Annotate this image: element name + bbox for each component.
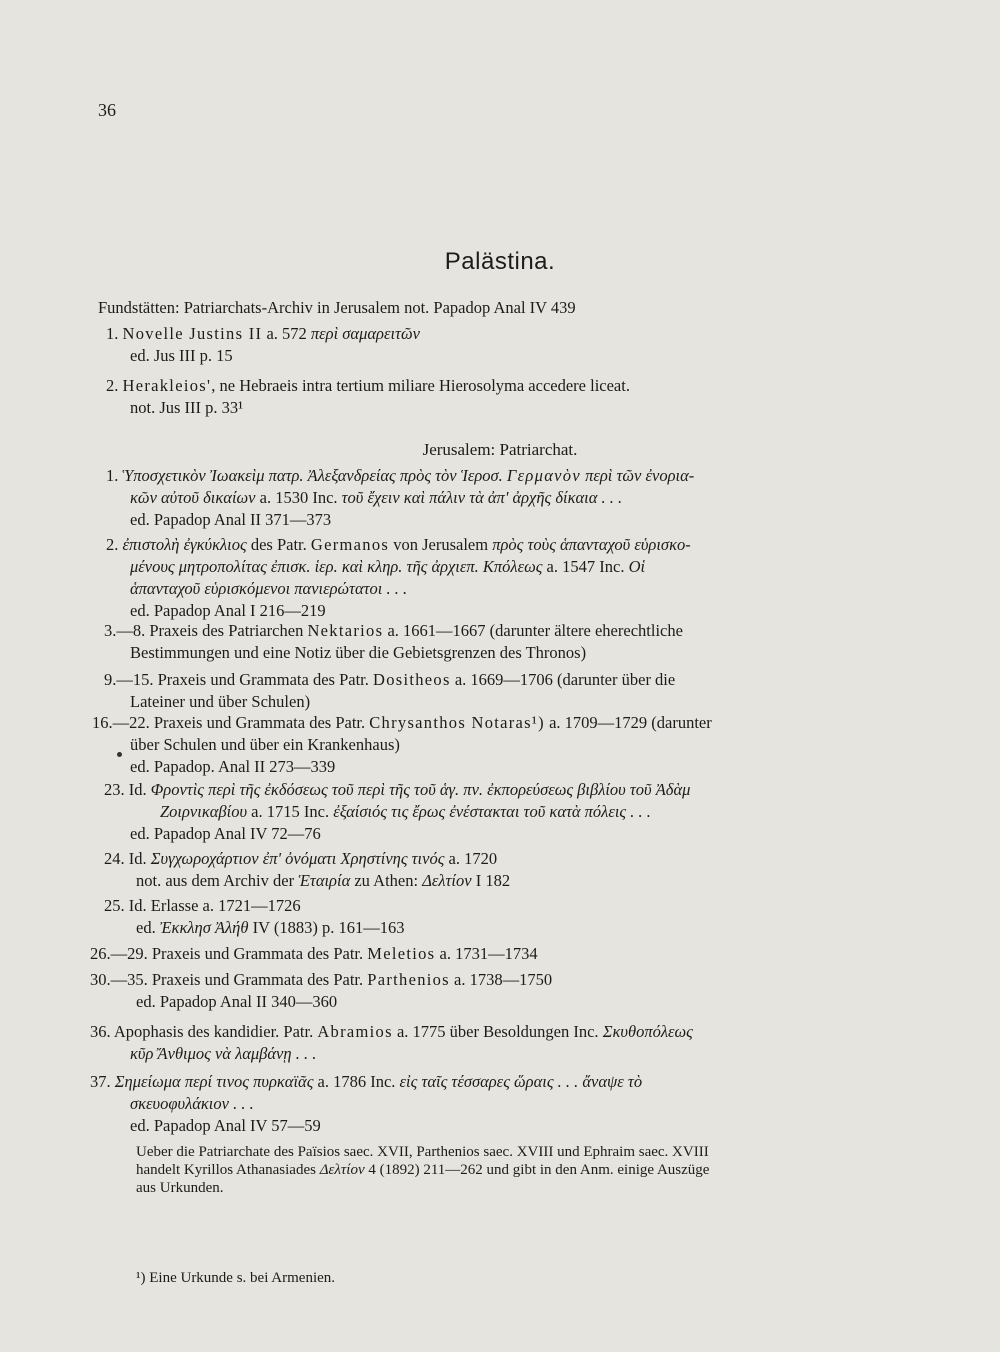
entry-greek: περὶ τῶν ἐνορια-	[580, 466, 695, 485]
entry-text: a. 1775 über Besoldungen Inc.	[392, 1022, 603, 1041]
entry-greek: Φροντὶς περὶ τῆς ἐκδόσεως τοῦ περὶ τῆς τοῦ ἁγ. πν. ἐκπορεύσεως βιβλίου τοῦ Ἀδὰμ	[150, 780, 691, 799]
entry-5-edition: ed. Papadop. Anal II 273—339	[130, 757, 336, 776]
note-line-1: Ueber die Patriarchate des Païsios saec. XVII, Parthenios saec. XVIII und Ephraim saec. XVIII	[136, 1144, 709, 1160]
item-title: Novelle Justins II	[122, 324, 263, 343]
fundstaetten-line	[98, 298, 576, 318]
entry-greek: Ἑταιρία	[298, 871, 351, 890]
item-text: a. 572	[262, 324, 311, 343]
entry-greek: Ὑποσχετικὸν Ἰωακεὶμ πατρ. Ἀλεξανδρείας πρὸς τὸν Ἱεροσ.	[122, 466, 507, 485]
entry-incipit: εἰς ταῖς τέσσαρες ὥραις . . . ἄναψε τὸ	[399, 1072, 643, 1091]
entry-text: Praxeis und Grammata des Patr.	[153, 713, 370, 732]
entry-10-line-1	[90, 970, 552, 990]
entry-incipit: τοῦ ἔχειν καὶ πάλιν τὰ ἀπ' ἀρχῆς δίκαια . . .	[341, 488, 623, 507]
entry-text: a. 1720	[444, 849, 498, 868]
ink-mark	[117, 752, 122, 757]
note-text: handelt Kyrillos Athanasiades	[136, 1162, 320, 1178]
entry-3-line-2: Bestimmungen und eine Notiz über die Gebietsgrenzen des Thronos)	[130, 643, 587, 662]
entry-text: a. 1715 Inc.	[247, 802, 334, 821]
entry-number: 25.	[104, 896, 125, 915]
entry-text: Praxeis und Grammata des Patr.	[151, 970, 368, 989]
entry-greek: μένους μητροπολίτας ἐπισκ. ἱερ. καὶ κληρ. τῆς ἀρχιεπ. Κπόλεως	[130, 557, 543, 576]
fundstaetten-label: Fundstätten:	[98, 298, 180, 317]
top-item-2	[106, 376, 630, 396]
entry-number: 9.—15.	[104, 670, 154, 689]
entry-text: a. 1709—1729 (darunter	[544, 713, 712, 732]
item-greek: περὶ σαμαρειτῶν	[310, 324, 420, 343]
entry-name: Nektarios	[307, 621, 384, 640]
entry-11-line-1	[90, 1022, 693, 1042]
entry-number: 16.—22.	[92, 713, 150, 732]
entry-greek: Ἐκκλησ Ἀλήθ	[159, 918, 249, 937]
entry-text: des Patr.	[246, 535, 311, 554]
entry-name: Germanos	[310, 535, 390, 554]
entry-number: 24.	[104, 849, 125, 868]
entry-12-line-1	[90, 1072, 642, 1092]
entry-text: not. aus dem Archiv der	[136, 871, 299, 890]
entry-4-line-1	[104, 670, 675, 690]
entry-text: a. 1530 Inc.	[255, 488, 342, 507]
entry-text: a. 1738—1750	[449, 970, 553, 989]
entry-text: Apophasis des kandidier. Patr.	[113, 1022, 318, 1041]
entry-number: 23.	[104, 780, 125, 799]
entry-5-line-1	[92, 713, 712, 733]
entry-7-line-1	[104, 849, 497, 869]
footnote: ¹) Eine Urkunde s. bei Armenien.	[136, 1270, 336, 1286]
entry-text: Id.	[128, 849, 151, 868]
entry-greek: Οἱ	[628, 557, 646, 576]
entry-text: Id. Erlasse a. 1721—1726	[128, 896, 301, 915]
item-title: Herakleios'	[122, 376, 212, 395]
entry-incipit: ἐξαίσιός τις ἔρως ἐνέστακται τοῦ κατὰ πόλεις . . .	[333, 802, 651, 821]
item-text: , ne Hebraeis intra tertium miliare Hierosolyma accedere liceat.	[211, 376, 630, 395]
entry-9-line-1	[90, 944, 538, 964]
entry-4-line-2: Lateiner und über Schulen)	[130, 692, 311, 711]
entry-greek: κῶν αὐτοῦ δικαίων	[130, 488, 256, 507]
entry-name: Abramios	[317, 1022, 393, 1041]
entry-text: a. 1669—1706 (darunter über die	[450, 670, 676, 689]
entry-greek: Ζοιρνικαβίου	[160, 802, 248, 821]
entry-1-line-2	[130, 488, 622, 508]
entry-2-line-3	[130, 579, 407, 599]
page-number: 36	[98, 100, 116, 120]
item-number: 2.	[106, 376, 119, 395]
section-heading: Jerusalem: Patriarchat.	[422, 440, 578, 459]
top-item-2-edition: not. Jus III p. 33¹	[130, 398, 244, 417]
entry-2-edition: ed. Papadop Anal I 216—219	[130, 601, 326, 620]
entry-greek: ἐπιστολὴ ἐγκύκλιος	[122, 535, 247, 554]
entry-number: 30.—35.	[90, 970, 148, 989]
entry-incipit: ἁπανταχοῦ εὑρισκόμενοι πανιερώτατοι . . .	[130, 579, 408, 598]
entry-2-line-2	[130, 557, 645, 577]
entry-number: 37.	[90, 1072, 111, 1091]
entry-text: Id.	[128, 780, 151, 799]
entry-12-edition: ed. Papadop Anal IV 57—59	[130, 1116, 321, 1135]
entry-number: 36.	[90, 1022, 111, 1041]
note-greek: Δελτίον	[319, 1162, 365, 1178]
entry-greek: Σημείωμα περί τινος πυρκαϊᾶς	[114, 1072, 314, 1091]
entry-greek: Δελτίον	[422, 871, 472, 890]
entry-text: von Jerusalem	[389, 535, 493, 554]
entry-name: Meletios	[367, 944, 436, 963]
entry-greek: Συγχωροχάρτιον ἐπ' ὀνόματι Χρηστίνης τινός	[150, 849, 445, 868]
entry-number: 3.—8.	[104, 621, 146, 640]
entry-text: a. 1547 Inc.	[542, 557, 629, 576]
entry-text: Praxeis und Grammata des Patr.	[157, 670, 373, 689]
fundstaetten-text: Patriarchats-Archiv in Jerusalem not. Papadop Anal IV 439	[183, 298, 576, 317]
entry-3-line-1	[104, 621, 683, 641]
entry-number: 26.—29.	[90, 944, 148, 963]
entry-number: 2.	[106, 535, 119, 554]
entry-1-edition: ed. Papadop Anal II 371—373	[130, 510, 332, 529]
entry-10-edition: ed. Papadop Anal II 340—360	[136, 992, 338, 1011]
entry-text: a. 1731—1734	[435, 944, 538, 963]
top-item-1-edition: ed. Jus III p. 15	[130, 346, 233, 365]
entry-name: Dositheos	[373, 670, 451, 689]
entry-7-line-2	[136, 871, 510, 891]
entry-6-line-2	[160, 802, 651, 822]
entry-1-line-1	[106, 466, 694, 486]
note-text: 4 (1892) 211—262 und gibt in den Anm. einige Auszüge	[364, 1162, 710, 1178]
entry-11-line-2	[130, 1044, 316, 1064]
entry-text: Praxeis des Patriarchen	[149, 621, 308, 640]
entry-2-line-1	[106, 535, 691, 555]
item-number: 1.	[106, 324, 119, 343]
entry-greek: πρὸς τοὺς ἁπανταχοῦ εὑρισκο-	[492, 535, 691, 554]
top-item-1	[106, 324, 420, 344]
entry-12-line-2	[130, 1094, 254, 1114]
entry-8-line-1	[104, 896, 301, 916]
entry-number: 1.	[106, 466, 119, 485]
entry-incipit: σκευοφυλάκιον . . .	[130, 1094, 254, 1113]
entry-5-line-2: über Schulen und über ein Krankenhaus)	[130, 735, 400, 754]
note-line-3: aus Urkunden.	[136, 1180, 224, 1196]
entry-greek: Σκυθοπόλεως	[602, 1022, 693, 1041]
entry-text: IV (1883) p. 161—163	[248, 918, 405, 937]
entry-name: Parthenios	[367, 970, 450, 989]
entry-name: Γερμανὸν	[506, 466, 581, 485]
entry-text: a. 1786 Inc.	[313, 1072, 400, 1091]
entry-6-line-1	[104, 780, 690, 800]
entry-text: a. 1661—1667 (darunter ältere eherechtliche	[383, 621, 683, 640]
entry-6-edition: ed. Papadop Anal IV 72—76	[130, 824, 321, 843]
entry-text: I 182	[471, 871, 511, 890]
note-line-2	[136, 1160, 709, 1180]
entry-8-line-2	[136, 918, 404, 938]
page-title: Palästina.	[444, 248, 556, 275]
entry-text: ed.	[136, 918, 160, 937]
entry-text: Praxeis und Grammata des Patr.	[151, 944, 368, 963]
entry-name: Chrysanthos Notaras¹)	[369, 713, 545, 732]
entry-incipit: κῦρ Ἄνθιμος νὰ λαμβάνῃ . . .	[130, 1044, 317, 1063]
entry-text: zu Athen:	[350, 871, 423, 890]
